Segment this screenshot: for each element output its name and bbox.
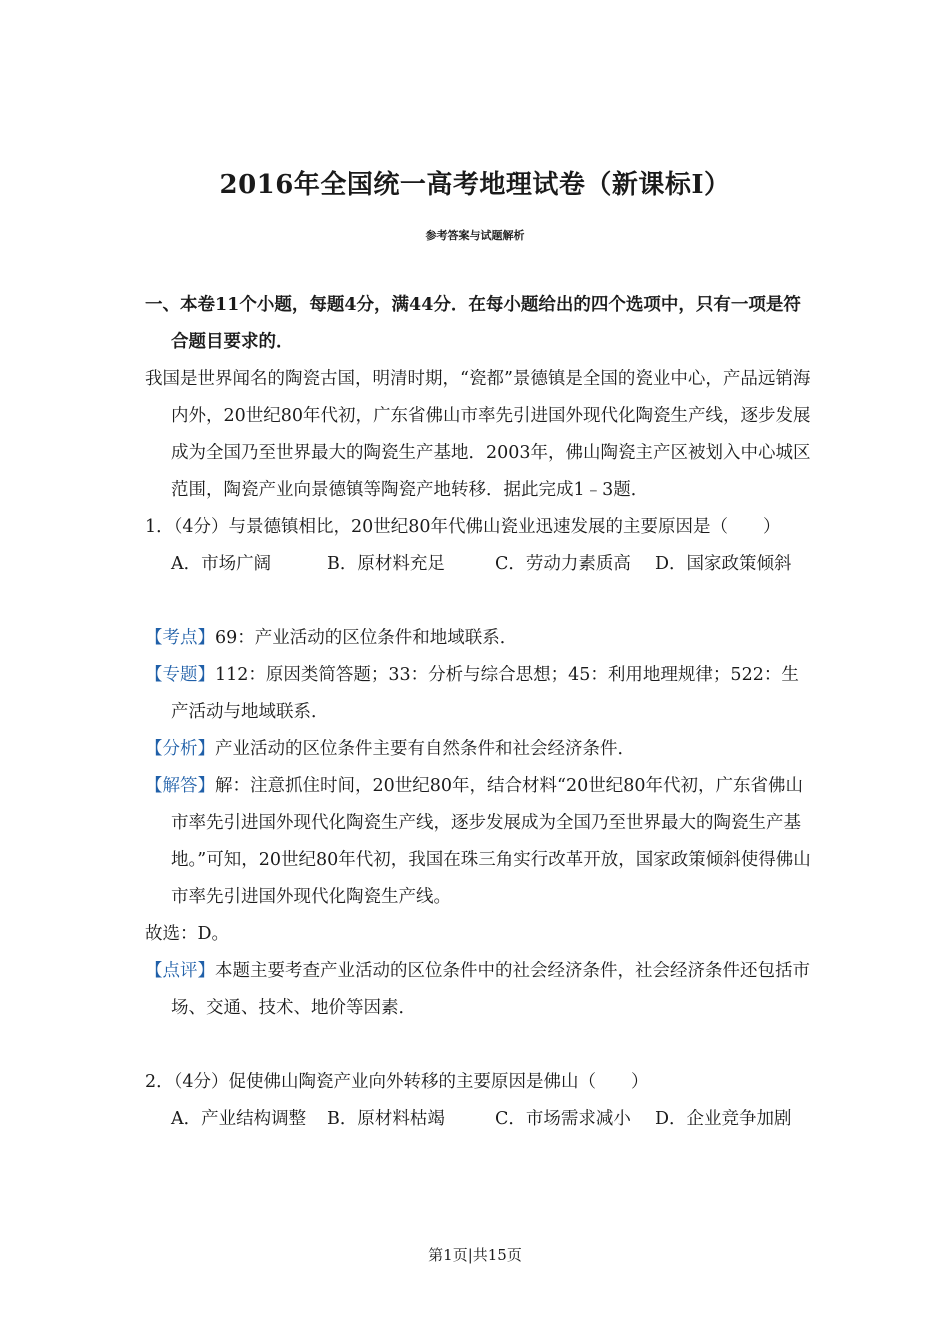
page-title: 2016年全国统一高考地理试卷（新课标Ⅰ） bbox=[219, 170, 731, 200]
dianping-paragraph bbox=[145, 953, 815, 1027]
kaodian-tag: 【考点】 bbox=[145, 628, 215, 648]
fenxi-paragraph bbox=[145, 731, 815, 768]
question-1-options bbox=[145, 546, 815, 583]
question-1-stem: 1．（4分）与景德镇相比，20世纪80年代佛山瓷业迅速发展的主要原因是（ ） bbox=[145, 517, 781, 537]
dianping-text: 本题主要考查产业活动的区位条件中的社会经济条件，社会经济条件还包括市场、交通、技术、地价等因素． bbox=[171, 961, 810, 1018]
zhuanti-text: 112：原因类简答题；33：分析与综合思想；45：利用地理规律；522：生产活动与地域联系． bbox=[171, 665, 799, 722]
dianping-tag: 【点评】 bbox=[145, 961, 215, 981]
q2-option-b: B．原材料枯竭 bbox=[327, 1109, 445, 1129]
document-body bbox=[145, 287, 815, 1138]
q1-option-b: B．原材料充足 bbox=[327, 554, 445, 574]
q2-option-a: A．产业结构调整 bbox=[171, 1109, 307, 1129]
jieda-tag: 【解答】 bbox=[145, 776, 215, 796]
section-heading: 一、本卷11个小题，每题4分，满44分．在每小题给出的四个选项中，只有一项是符合题目要求的． bbox=[145, 295, 801, 352]
zhuanti-paragraph bbox=[145, 657, 815, 731]
kaodian-paragraph bbox=[145, 620, 815, 657]
q1-option-d: D．国家政策倾斜 bbox=[655, 554, 792, 574]
question-2-options bbox=[145, 1101, 815, 1138]
fenxi-text: 产业活动的区位条件主要有自然条件和社会经济条件． bbox=[215, 739, 635, 759]
q1-option-a: A．市场广阔 bbox=[171, 554, 272, 574]
jieda-text: 解：注意抓住时间，20世纪80年，结合材料“20世纪80年代初，广东省佛山市率先引进国外现代化陶瓷生产线，逐步发展成为全国乃至世界最大的陶瓷生产基地。”可知，20世纪80年代初，我国在珠三角实行改革开放，国家政策倾斜使得佛山市率先引进国外现代化陶瓷生产线。 bbox=[171, 776, 811, 907]
question-2-stem: 2．（4分）促使佛山陶瓷产业向外转移的主要原因是佛山（ ） bbox=[145, 1072, 649, 1092]
page-subtitle: 参考答案与试题解析 bbox=[425, 229, 525, 242]
fenxi-tag: 【分析】 bbox=[145, 739, 215, 759]
reading-passage: 我国是世界闻名的陶瓷古国，明清时期，“瓷都”景德镇是全国的瓷业中心，产品远销海内外，20世纪80年代初，广东省佛山市率先引进国外现代化陶瓷生产线，逐步发展成为全国乃至世界最大的陶瓷生产基地．2003年，佛山陶瓷主产区被划入中心城区范围，陶瓷产业向景德镇等陶瓷产地转移．据此完成1﹣3题． bbox=[145, 369, 811, 500]
spacer bbox=[145, 583, 815, 620]
page-footer: 第1页|共15页 bbox=[428, 1246, 522, 1264]
jieda-paragraph bbox=[145, 768, 815, 916]
q2-option-d: D．企业竞争加剧 bbox=[655, 1109, 792, 1129]
q1-option-c: C．劳动力素质高 bbox=[495, 554, 631, 574]
q2-option-c: C．市场需求减小 bbox=[495, 1109, 631, 1129]
kaodian-text: 69：产业活动的区位条件和地域联系． bbox=[215, 628, 518, 648]
answer-line: 故选：D。 bbox=[145, 924, 230, 944]
spacer bbox=[145, 1027, 815, 1064]
zhuanti-tag: 【专题】 bbox=[145, 665, 215, 685]
